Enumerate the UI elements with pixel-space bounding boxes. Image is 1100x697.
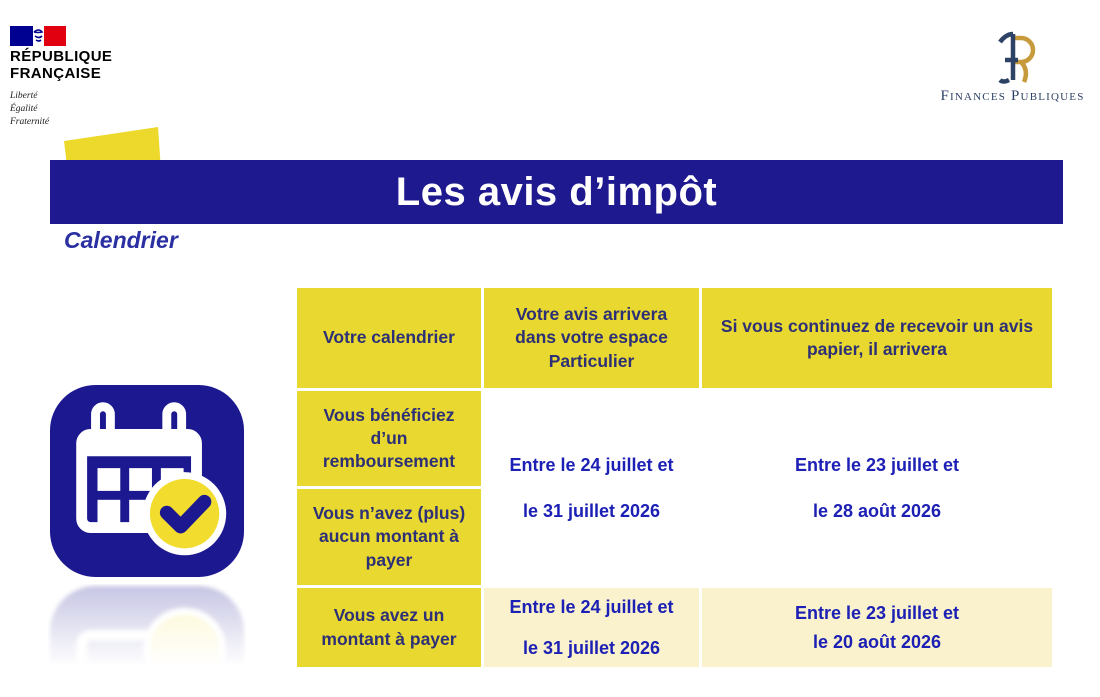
date-line: le 31 juillet 2026 [522, 500, 661, 521]
calendar-icon-reflection [48, 584, 246, 694]
table-header-votre-calendrier: Votre calendrier [297, 288, 481, 388]
table-cell-espace-dates-merged [484, 391, 699, 585]
section-subtitle: Calendrier [64, 227, 178, 253]
french-flag-icon [10, 26, 66, 46]
motto-egalite: Égalité [10, 103, 38, 114]
table-cell-papier-dates-merged [702, 391, 1052, 585]
date-line: Entre le 23 juillet et [794, 454, 960, 475]
table-cell-espace-dates-montant [484, 588, 699, 667]
calendar-icon [48, 383, 246, 579]
table-header-espace-particulier: Votre avis arrivera dans votre espace Particulier [484, 288, 699, 388]
date-line: Entre le 23 juillet et [794, 602, 960, 623]
page-title: Les avis d’impôt [395, 169, 718, 214]
title-banner [50, 160, 1063, 224]
calendar-table [297, 288, 1052, 667]
motto-liberte: Liberté [10, 90, 38, 101]
date-line: Entre le 24 juillet et [509, 596, 674, 617]
finances-publiques-label: Finances Publiques [940, 88, 1085, 104]
date-line: le 31 juillet 2026 [522, 637, 661, 658]
table-cell-papier-dates-montant [702, 588, 1052, 667]
date-line: Entre le 24 juillet et [509, 454, 674, 475]
table-row-label-aucun-montant: Vous n’avez (plus) aucun montant à payer [297, 489, 481, 585]
finances-publiques-logo [930, 30, 1095, 105]
date-line: le 20 août 2026 [812, 631, 942, 652]
motto-fraternite: Fraternité [10, 117, 50, 128]
table-header-avis-papier: Si vous continuez de recevoir un avis papier, il arrivera [702, 288, 1052, 388]
republique-line1: RÉPUBLIQUE [10, 48, 113, 65]
republique-title [10, 49, 112, 83]
fp-monogram-icon [982, 30, 1044, 86]
table-row-label-remboursement: Vous bénéficiez d’un remboursement [297, 391, 481, 486]
date-line: le 28 août 2026 [812, 500, 942, 521]
republique-francaise-logo [10, 26, 112, 129]
republique-line2: FRANÇAISE [10, 64, 102, 82]
table-row-label-montant-a-payer: Vous avez un montant à payer [297, 588, 481, 667]
